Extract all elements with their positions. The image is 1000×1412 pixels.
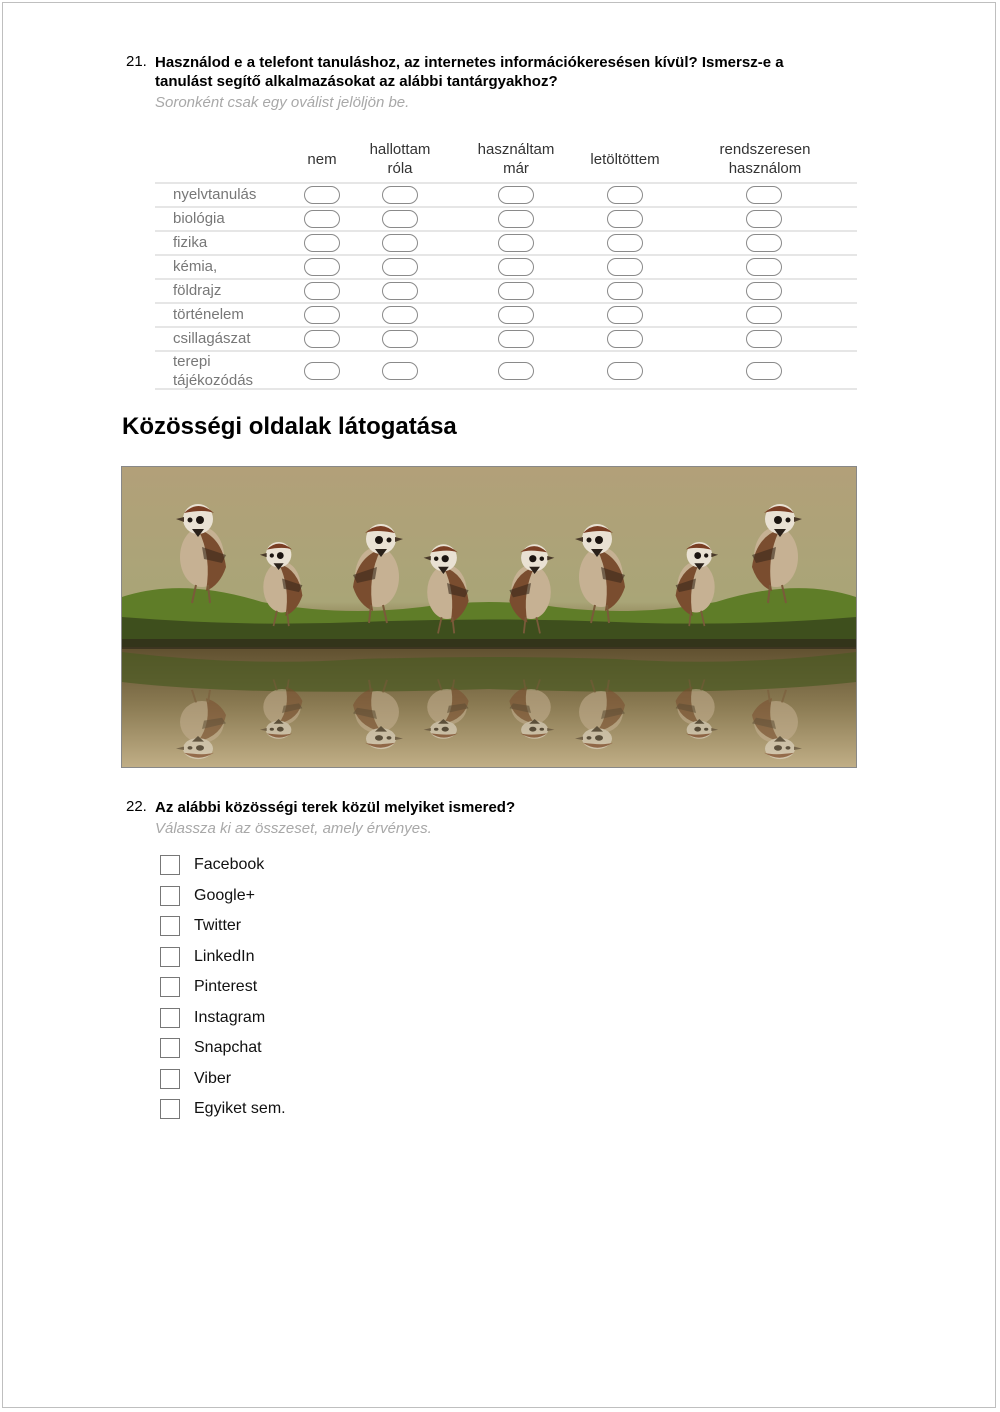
radio-oval[interactable] bbox=[746, 210, 782, 228]
radio-oval[interactable] bbox=[746, 362, 782, 380]
radio-oval[interactable] bbox=[607, 186, 643, 204]
radio-oval[interactable] bbox=[498, 186, 534, 204]
radio-oval[interactable] bbox=[382, 330, 418, 348]
grid-row bbox=[155, 302, 857, 326]
checkbox-option[interactable] bbox=[160, 914, 241, 938]
grid-row-label: kémia, bbox=[173, 258, 218, 275]
grid-row bbox=[155, 230, 857, 254]
radio-oval[interactable] bbox=[746, 330, 782, 348]
radio-oval[interactable] bbox=[498, 282, 534, 300]
radio-oval[interactable] bbox=[746, 234, 782, 252]
checkbox[interactable] bbox=[160, 1069, 180, 1089]
checkbox-option[interactable] bbox=[160, 945, 255, 969]
radio-oval[interactable] bbox=[304, 234, 340, 252]
radio-oval[interactable] bbox=[304, 258, 340, 276]
grid-row-label: földrajz bbox=[173, 282, 222, 299]
radio-oval[interactable] bbox=[607, 234, 643, 252]
grid-row bbox=[155, 254, 857, 278]
question-22-hint: Válassza ki az összeset, amely érvényes. bbox=[155, 820, 432, 837]
checkbox[interactable] bbox=[160, 1038, 180, 1058]
checkbox-label: Snapchat bbox=[194, 1039, 262, 1056]
radio-oval[interactable] bbox=[304, 306, 340, 324]
column-header-letoltottem: letöltöttem bbox=[590, 150, 660, 168]
sparrows-banner-image bbox=[121, 466, 857, 768]
grid-row-label: történelem bbox=[173, 306, 244, 323]
radio-oval[interactable] bbox=[498, 330, 534, 348]
radio-oval[interactable] bbox=[304, 282, 340, 300]
column-header-rendszeresen-hasznalom: rendszeresen használom bbox=[719, 141, 811, 177]
radio-oval[interactable] bbox=[382, 210, 418, 228]
radio-oval[interactable] bbox=[382, 234, 418, 252]
column-header-hallottam-rola: hallottam róla bbox=[369, 141, 431, 177]
grid-row-label: terepi tájékozódás bbox=[173, 353, 254, 389]
radio-oval[interactable] bbox=[498, 306, 534, 324]
grid-row bbox=[155, 182, 857, 206]
checkbox-label: Google+ bbox=[194, 887, 255, 904]
grid-row-label: nyelvtanulás bbox=[173, 186, 257, 203]
question-22-text: Az alábbi közösségi terek közül melyiket ismered? bbox=[155, 799, 516, 816]
checkbox-option[interactable] bbox=[160, 884, 255, 908]
checkbox-label: Facebook bbox=[194, 856, 265, 873]
radio-oval[interactable] bbox=[382, 186, 418, 204]
checkbox-label: Egyiket sem. bbox=[194, 1100, 286, 1117]
radio-oval[interactable] bbox=[746, 282, 782, 300]
checkbox[interactable] bbox=[160, 1099, 180, 1119]
checkbox[interactable] bbox=[160, 855, 180, 875]
grid-row-label: biológia bbox=[173, 210, 225, 227]
grid-row bbox=[155, 350, 857, 390]
checkbox-option[interactable] bbox=[160, 975, 257, 999]
radio-oval[interactable] bbox=[746, 306, 782, 324]
question-21-text bbox=[155, 53, 855, 91]
question-21-text-line1: Használod e a telefont tanuláshoz, az internetes információkeresésen kívül? Ismersz-e a bbox=[155, 54, 784, 71]
radio-oval[interactable] bbox=[607, 210, 643, 228]
radio-oval[interactable] bbox=[607, 282, 643, 300]
radio-oval[interactable] bbox=[382, 258, 418, 276]
radio-oval[interactable] bbox=[607, 330, 643, 348]
radio-oval[interactable] bbox=[607, 306, 643, 324]
question-21-number: 21. bbox=[126, 53, 147, 70]
grid-row bbox=[155, 278, 857, 302]
radio-oval[interactable] bbox=[304, 210, 340, 228]
radio-oval[interactable] bbox=[607, 362, 643, 380]
grid-row bbox=[155, 326, 857, 350]
checkbox-label: Instagram bbox=[194, 1009, 266, 1026]
question-21-text-line2: tanulást segítő alkalmazásokat az alábbi tantárgyakhoz? bbox=[155, 73, 558, 90]
radio-oval[interactable] bbox=[746, 258, 782, 276]
checkbox-option[interactable] bbox=[160, 1036, 262, 1060]
checkbox-label: Twitter bbox=[194, 917, 242, 934]
radio-oval[interactable] bbox=[498, 362, 534, 380]
checkbox-option[interactable] bbox=[160, 1067, 231, 1091]
radio-oval[interactable] bbox=[382, 306, 418, 324]
grid-row bbox=[155, 206, 857, 230]
checkbox-option[interactable] bbox=[160, 1006, 265, 1030]
column-header-hasznaltam-mar: használtam már bbox=[477, 141, 555, 177]
checkbox-option[interactable] bbox=[160, 853, 264, 877]
question-21-hint: Soronként csak egy oválist jelöljön be. bbox=[155, 94, 410, 111]
radio-oval[interactable] bbox=[607, 258, 643, 276]
radio-oval[interactable] bbox=[498, 210, 534, 228]
question-22-number: 22. bbox=[126, 798, 147, 815]
radio-oval[interactable] bbox=[746, 186, 782, 204]
radio-oval[interactable] bbox=[304, 186, 340, 204]
column-header-nem: nem bbox=[307, 150, 337, 168]
grid-row-label: csillagászat bbox=[173, 330, 251, 347]
choice-grid bbox=[155, 136, 857, 390]
radio-oval[interactable] bbox=[498, 234, 534, 252]
radio-oval[interactable] bbox=[304, 362, 340, 380]
grid-row-label: fizika bbox=[173, 234, 208, 251]
radio-oval[interactable] bbox=[382, 362, 418, 380]
checkbox[interactable] bbox=[160, 886, 180, 906]
checkbox[interactable] bbox=[160, 916, 180, 936]
checkbox-label: Viber bbox=[194, 1070, 232, 1087]
checkbox-label: LinkedIn bbox=[194, 948, 255, 965]
checkbox-option[interactable] bbox=[160, 1097, 286, 1121]
checkbox[interactable] bbox=[160, 947, 180, 967]
radio-oval[interactable] bbox=[304, 330, 340, 348]
radio-oval[interactable] bbox=[498, 258, 534, 276]
checkbox[interactable] bbox=[160, 1008, 180, 1028]
checkbox[interactable] bbox=[160, 977, 180, 997]
section-title: Közösségi oldalak látogatása bbox=[122, 413, 457, 440]
checkbox-label: Pinterest bbox=[194, 978, 258, 995]
radio-oval[interactable] bbox=[382, 282, 418, 300]
